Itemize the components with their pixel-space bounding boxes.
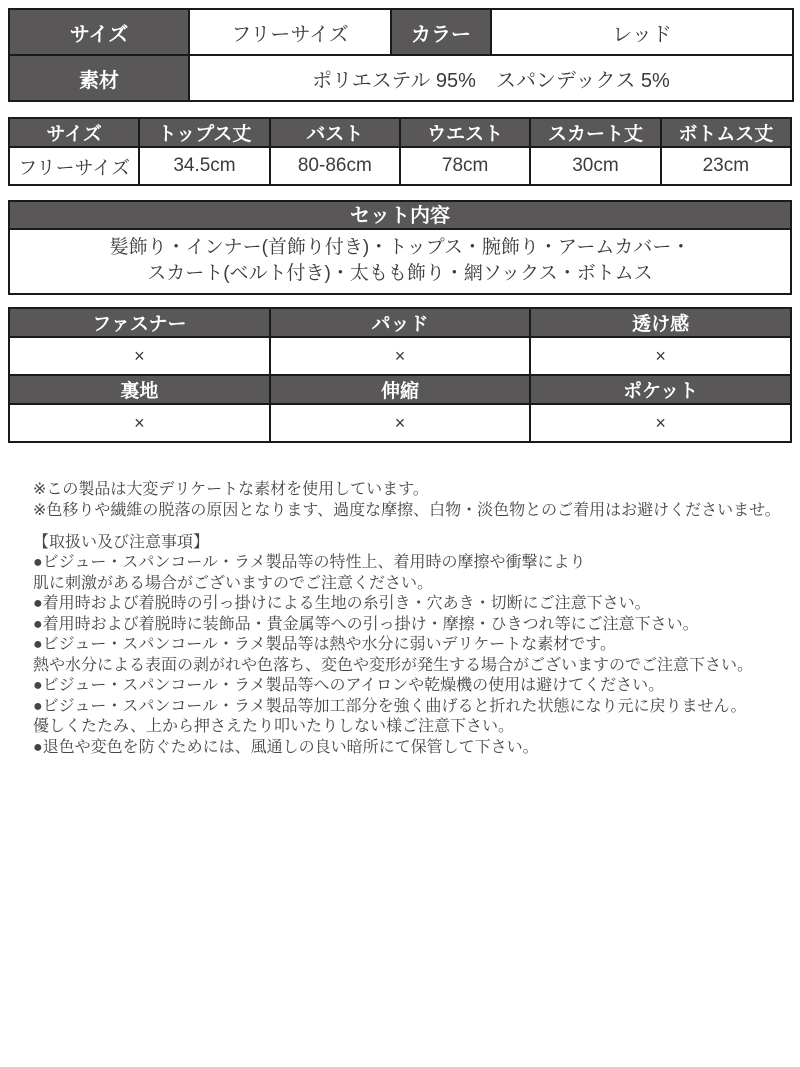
col-header-skirt-length: スカート丈: [530, 118, 660, 147]
pad-value: ×: [270, 337, 531, 375]
col-header-sheerness: 透け感: [530, 308, 791, 337]
measurements-header-row: [9, 118, 791, 147]
col-header-pocket: ポケット: [530, 375, 791, 404]
set-contents-box: [8, 200, 792, 295]
material-value: ポリエステル 95% スパンデックス 5%: [189, 55, 793, 101]
features-header-row-1: [9, 308, 791, 337]
cell-size: フリーサイズ: [9, 147, 139, 185]
size-value: フリーサイズ: [189, 9, 391, 55]
col-header-waist: ウエスト: [400, 118, 530, 147]
zipper-value: ×: [9, 337, 270, 375]
handling-line: ●ビジュー・スパンコール・ラメ製品等は熱や水分に弱いデリケートな素材です。: [33, 636, 616, 653]
features-header-row-2: [9, 375, 791, 404]
handling-line: 優しくたたみ、上から押さえたり叩いたりしない様ご注意下さい。: [33, 718, 514, 735]
lining-value: ×: [9, 404, 270, 442]
handling-line: ●着用時および着脱時に装飾品・貴金属等への引っ掛け・摩擦・ひきつれ等にご注意下さい。: [33, 615, 699, 633]
material-label: 素材: [9, 55, 189, 101]
size-color-row: [9, 9, 793, 55]
set-contents-title: セット内容: [10, 202, 790, 230]
set-contents-line: 髪飾り・インナー(首飾り付き)・トップス・腕飾り・アームカバー・: [109, 237, 691, 258]
pocket-value: ×: [530, 404, 791, 442]
cell-bottoms-length: 23cm: [661, 147, 791, 185]
stretch-value: ×: [270, 404, 531, 442]
features-table: [8, 307, 792, 443]
handling-instructions: [33, 532, 784, 553]
notes-section: [33, 479, 784, 758]
handling-title: 【取扱い及び注意事項】: [33, 534, 210, 551]
col-header-tops-length: トップス丈: [139, 118, 269, 147]
col-header-bottoms-length: ボトムス丈: [661, 118, 791, 147]
handling-line: 肌に刺激がある場合がございますのでご注意ください。: [33, 574, 434, 592]
handling-line: ●ビジュー・スパンコール・ラメ製品等加工部分を強く曲げると折れた状態になり元に戻りません。: [33, 697, 747, 715]
col-header-bust: バスト: [270, 118, 400, 147]
set-contents-body: [10, 230, 790, 293]
handling-line: ●着用時および着脱時の引っ掛けによる生地の糸引き・穴あき・切断にご注意下さい。: [33, 595, 651, 612]
cell-skirt-length: 30cm: [530, 147, 660, 185]
color-value: レッド: [491, 9, 793, 55]
material-warning: [33, 479, 784, 521]
handling-line: 熱や水分による表面の剥がれや色落ち、変色や変形が発生する場合がございますのでご注意下さい。: [33, 656, 754, 674]
cell-bust: 80-86cm: [270, 147, 400, 185]
features-value-row-1: [9, 337, 791, 375]
col-header-zipper: ファスナー: [9, 308, 270, 337]
features-value-row-2: [9, 404, 791, 442]
handling-line: ●ビジュー・スパンコール・ラメ製品等へのアイロンや乾燥機の使用は避けてください。: [33, 677, 665, 694]
measurements-data-row: [9, 147, 791, 185]
warning-line-2: ※色移りや繊維の脱落の原因となります、過度な摩擦、白物・淡色物とのご着用はお避けくださいませ。: [33, 502, 781, 519]
color-label: カラー: [391, 9, 491, 55]
sheerness-value: ×: [530, 337, 791, 375]
size-color-material-table: [8, 8, 794, 102]
col-header-stretch: 伸縮: [270, 375, 531, 404]
cell-tops-length: 34.5cm: [139, 147, 269, 185]
material-row: [9, 55, 793, 101]
col-header-lining: 裏地: [9, 375, 270, 404]
set-contents-line: スカート(ベルト付き)・太もも飾り・網ソックス・ボトムス: [147, 263, 653, 284]
size-label: サイズ: [9, 9, 189, 55]
handling-line: ●ビジュー・スパンコール・ラメ製品等の特性上、着用時の摩擦や衝撃により: [33, 554, 586, 571]
measurements-table: [8, 117, 792, 186]
cell-waist: 78cm: [400, 147, 530, 185]
col-header-size: サイズ: [9, 118, 139, 147]
col-header-pad: パッド: [270, 308, 531, 337]
warning-line-1: ※この製品は大変デリケートな素材を使用しています。: [33, 481, 429, 498]
handling-line: ●退色や変色を防ぐためには、風通しの良い暗所にて保管して下さい。: [33, 738, 539, 756]
